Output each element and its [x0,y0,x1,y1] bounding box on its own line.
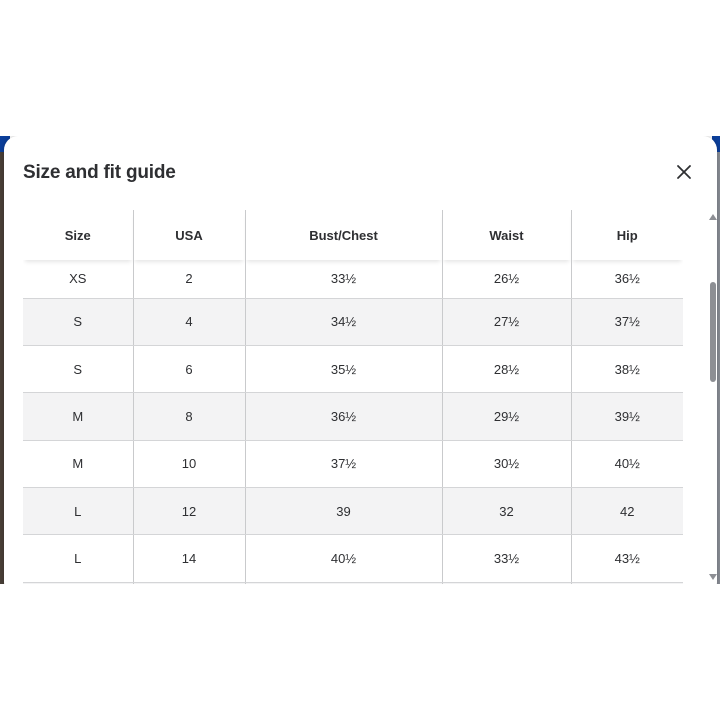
cell-empty [442,582,571,584]
column-header-usa: USA [133,210,245,260]
cell-hip: 39½ [571,393,683,440]
cell-hip: 36½ [571,260,683,298]
cell-waist: 26½ [442,260,571,298]
screenshot-region [0,136,720,584]
table-row [23,440,683,487]
table-row [23,260,683,298]
modal-title: Size and fit guide [23,162,176,183]
cell-size: S [23,298,133,345]
cell-usa: 12 [133,488,245,535]
cell-hip: 37½ [571,298,683,345]
cell-hip: 42 [571,488,683,535]
cell-size: S [23,345,133,392]
scroll-down-arrow-icon[interactable] [709,574,717,580]
scrollbar-thumb[interactable] [710,282,716,382]
cell-empty [23,582,133,584]
table-row [23,393,683,440]
cell-size: M [23,393,133,440]
cell-usa: 6 [133,345,245,392]
column-header-bust-chest: Bust/Chest [245,210,442,260]
cell-size: XS [23,260,133,298]
table-header-row [23,210,683,260]
cell-size: M [23,440,133,487]
column-header-hip: Hip [571,210,683,260]
size-table [23,210,683,584]
close-button[interactable] [672,160,696,184]
cell-bust-chest: 36½ [245,393,442,440]
size-table-container[interactable] [23,210,683,584]
cell-usa: 10 [133,440,245,487]
table-scrollbar[interactable] [707,210,719,584]
cell-hip: 43½ [571,535,683,582]
column-header-waist: Waist [442,210,571,260]
cell-waist: 28½ [442,345,571,392]
table-row [23,345,683,392]
size-guide-modal [4,136,717,584]
cell-usa: 8 [133,393,245,440]
cell-hip: 40½ [571,440,683,487]
cell-waist: 32 [442,488,571,535]
cell-size: L [23,488,133,535]
close-icon [672,160,696,184]
cell-bust-chest: 34½ [245,298,442,345]
cell-bust-chest: 37½ [245,440,442,487]
cell-bust-chest: 40½ [245,535,442,582]
cell-waist: 33½ [442,535,571,582]
cell-bust-chest: 33½ [245,260,442,298]
column-header-size: Size [23,210,133,260]
cell-empty [133,582,245,584]
cell-waist: 27½ [442,298,571,345]
cell-waist: 29½ [442,393,571,440]
cell-usa: 14 [133,535,245,582]
cell-bust-chest: 39 [245,488,442,535]
cell-hip: 38½ [571,345,683,392]
cell-size: L [23,535,133,582]
cell-usa: 2 [133,260,245,298]
table-row [23,298,683,345]
cell-usa: 4 [133,298,245,345]
cell-bust-chest: 35½ [245,345,442,392]
cell-waist: 30½ [442,440,571,487]
table-row [23,535,683,582]
cell-empty [571,582,683,584]
cell-empty [245,582,442,584]
table-row [23,582,683,584]
table-row [23,488,683,535]
scroll-up-arrow-icon[interactable] [709,214,717,220]
